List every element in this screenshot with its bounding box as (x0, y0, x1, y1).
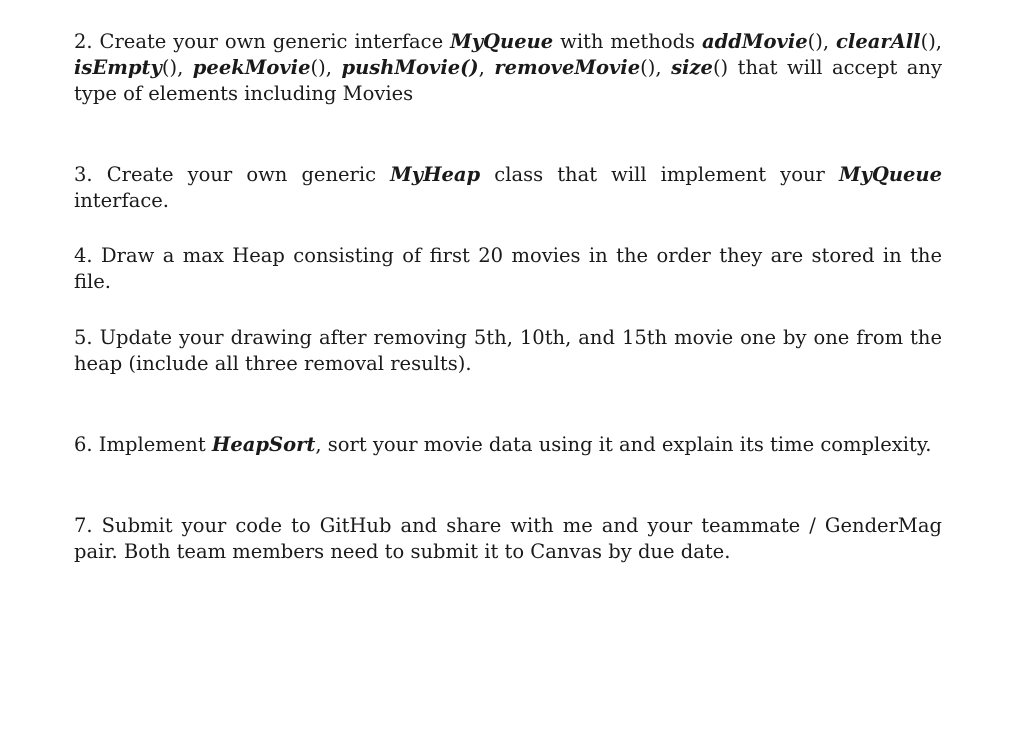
item-2-text-h: (), (640, 56, 672, 79)
item-2-text-i: () that will accept any type of elements including Movies (74, 56, 942, 105)
term-myqueue-2: MyQueue (838, 163, 943, 186)
term-myqueue: MyQueue (450, 30, 554, 53)
item-4-text: 4. Draw a max Heap consisting of first 20 movies in the order they are stored in the file. (74, 244, 942, 293)
term-myheap: MyHeap (390, 163, 481, 186)
item-2-text-g: , (478, 56, 495, 79)
item-3-text-b: class that will implement your (480, 163, 839, 186)
item-6-text-a: 6. Implement (74, 433, 212, 456)
instruction-item-4 (74, 243, 942, 295)
item-2-text-f: (), (310, 56, 342, 79)
item-5-text: 5. Update your drawing after removing 5th, 10th, and 15th movie one by one from the heap (include all three removal results). (74, 326, 942, 375)
item-2-text-b: with methods (553, 30, 703, 53)
item-3-text-a: 3. Create your own generic (74, 163, 391, 186)
term-pushmovie: pushMovie() (341, 56, 479, 79)
term-addmovie: addMovie (702, 30, 808, 53)
term-clearall: clearAll (836, 30, 921, 53)
term-removemovie: removeMovie (494, 56, 641, 79)
item-7-text: 7. Submit your code to GitHub and share with me and your teammate / GenderMag pair. Both team members need to submit it to Canvas by due date. (74, 514, 942, 563)
term-peekmovie: peekMovie (192, 56, 311, 79)
item-2-text-c: (), (807, 30, 837, 53)
term-heapsort: HeapSort (211, 433, 316, 456)
instruction-item-6 (74, 432, 942, 458)
instruction-item-5 (74, 325, 942, 377)
item-6-text-b: , sort your movie data using it and explain its time complexity. (315, 433, 932, 456)
item-2-text-d: (), (920, 30, 943, 53)
instruction-item-2 (74, 29, 942, 107)
instruction-item-3 (74, 162, 942, 214)
instruction-item-7 (74, 513, 942, 565)
term-isempty: isEmpty (74, 56, 162, 79)
item-2-text-e: (), (161, 56, 193, 79)
item-3-text-c: interface. (74, 189, 169, 212)
term-size: size (671, 56, 713, 79)
item-2-text-a: 2. Create your own generic interface (74, 30, 451, 53)
